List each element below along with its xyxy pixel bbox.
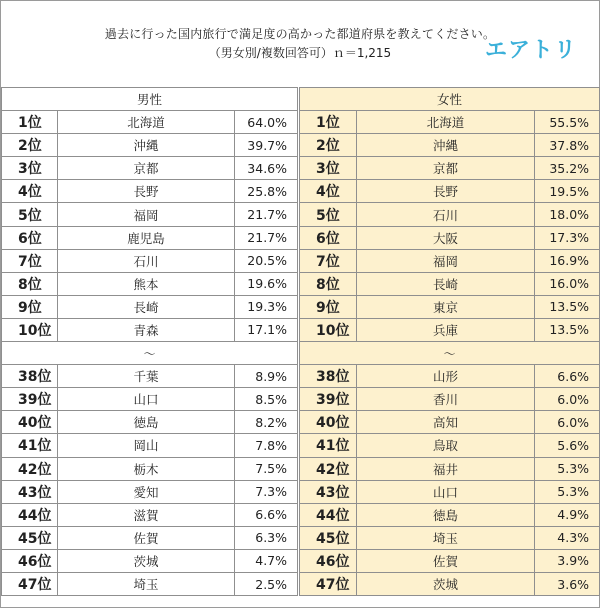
- male-rank: 7位: [2, 249, 58, 272]
- female-percent: 16.9%: [535, 249, 600, 272]
- male-gap-mark: ～: [2, 342, 299, 365]
- male-percent: 4.7%: [235, 549, 299, 572]
- female-percent: 13.5%: [535, 318, 600, 341]
- male-rank: 5位: [2, 203, 58, 226]
- female-rank: 7位: [299, 249, 357, 272]
- male-prefecture: 滋賀: [58, 503, 235, 526]
- male-percent: 6.3%: [235, 526, 299, 549]
- gap-row: [2, 342, 600, 365]
- male-prefecture: 愛知: [58, 480, 235, 503]
- male-rank: 43位: [2, 480, 58, 503]
- female-prefecture: 茨城: [357, 572, 535, 595]
- female-rank: 6位: [299, 226, 357, 249]
- female-percent: 55.5%: [535, 111, 600, 134]
- male-prefecture: 青森: [58, 318, 235, 341]
- male-percent: 20.5%: [235, 249, 299, 272]
- male-rank: 46位: [2, 549, 58, 572]
- male-percent: 2.5%: [235, 572, 299, 595]
- female-percent: 5.3%: [535, 480, 600, 503]
- female-percent: 18.0%: [535, 203, 600, 226]
- male-prefecture: 岡山: [58, 434, 235, 457]
- female-rank: 10位: [299, 318, 357, 341]
- female-prefecture: 福岡: [357, 249, 535, 272]
- female-prefecture: 長崎: [357, 272, 535, 295]
- male-percent: 34.6%: [235, 157, 299, 180]
- female-prefecture: 徳島: [357, 503, 535, 526]
- female-rank: 40位: [299, 411, 357, 434]
- male-rank: 44位: [2, 503, 58, 526]
- female-rank: 2位: [299, 134, 357, 157]
- male-prefecture: 埼玉: [58, 572, 235, 595]
- female-rank: 42位: [299, 457, 357, 480]
- female-gap-mark: ～: [299, 342, 600, 365]
- female-rank: 45位: [299, 526, 357, 549]
- male-prefecture: 栃木: [58, 457, 235, 480]
- female-rank: 3位: [299, 157, 357, 180]
- male-rank: 47位: [2, 572, 58, 595]
- male-prefecture: 長崎: [58, 295, 235, 318]
- ranking-row: [2, 180, 600, 203]
- female-rank: 43位: [299, 480, 357, 503]
- female-prefecture: 埼玉: [357, 526, 535, 549]
- ranking-row: [2, 134, 600, 157]
- ranking-row: [2, 157, 600, 180]
- female-rank: 41位: [299, 434, 357, 457]
- female-rank: 47位: [299, 572, 357, 595]
- male-percent: 64.0%: [235, 111, 299, 134]
- male-percent: 8.5%: [235, 388, 299, 411]
- female-rank: 4位: [299, 180, 357, 203]
- female-percent: 16.0%: [535, 272, 600, 295]
- ranking-row: [2, 365, 600, 388]
- male-prefecture: 佐賀: [58, 526, 235, 549]
- ranking-row: [2, 526, 600, 549]
- table-header-row: [2, 88, 600, 111]
- male-percent: 8.2%: [235, 411, 299, 434]
- male-rank: 2位: [2, 134, 58, 157]
- female-prefecture: 佐賀: [357, 549, 535, 572]
- female-percent: 5.6%: [535, 434, 600, 457]
- male-prefecture: 茨城: [58, 549, 235, 572]
- male-prefecture: 長野: [58, 180, 235, 203]
- ranking-row: [2, 111, 600, 134]
- female-percent: 6.0%: [535, 411, 600, 434]
- female-rank: 44位: [299, 503, 357, 526]
- ranking-row: [2, 272, 600, 295]
- male-rank: 42位: [2, 457, 58, 480]
- female-percent: 4.9%: [535, 503, 600, 526]
- female-percent: 5.3%: [535, 457, 600, 480]
- ranking-row: [2, 457, 600, 480]
- survey-note: （男女別/複数回答可）ｎ＝1,215: [208, 46, 392, 60]
- female-percent: 17.3%: [535, 226, 600, 249]
- ranking-row: [2, 203, 600, 226]
- ranking-row: [2, 549, 600, 572]
- male-rank: 38位: [2, 365, 58, 388]
- male-prefecture: 徳島: [58, 411, 235, 434]
- male-percent: 21.7%: [235, 203, 299, 226]
- female-prefecture: 香川: [357, 388, 535, 411]
- female-prefecture: 鳥取: [357, 434, 535, 457]
- male-percent: 6.6%: [235, 503, 299, 526]
- ranking-row: [2, 318, 600, 341]
- male-rank: 39位: [2, 388, 58, 411]
- male-prefecture: 京都: [58, 157, 235, 180]
- female-prefecture: 石川: [357, 203, 535, 226]
- male-prefecture: 福岡: [58, 203, 235, 226]
- female-rank: 39位: [299, 388, 357, 411]
- female-rank: 8位: [299, 272, 357, 295]
- male-rank: 1位: [2, 111, 58, 134]
- ranking-row: [2, 249, 600, 272]
- male-prefecture: 山口: [58, 388, 235, 411]
- female-prefecture: 高知: [357, 411, 535, 434]
- ranking-row: [2, 295, 600, 318]
- ranking-row: [2, 434, 600, 457]
- ranking-row: [2, 226, 600, 249]
- female-percent: 35.2%: [535, 157, 600, 180]
- female-percent: 37.8%: [535, 134, 600, 157]
- male-prefecture: 石川: [58, 249, 235, 272]
- male-percent: 8.9%: [235, 365, 299, 388]
- ranking-row: [2, 388, 600, 411]
- female-percent: 19.5%: [535, 180, 600, 203]
- male-percent: 21.7%: [235, 226, 299, 249]
- female-percent: 4.3%: [535, 526, 600, 549]
- male-rank: 45位: [2, 526, 58, 549]
- female-prefecture: 京都: [357, 157, 535, 180]
- male-prefecture: 熊本: [58, 272, 235, 295]
- female-prefecture: 長野: [357, 180, 535, 203]
- male-rank: 9位: [2, 295, 58, 318]
- female-percent: 6.6%: [535, 365, 600, 388]
- male-prefecture: 沖縄: [58, 134, 235, 157]
- male-percent: 17.1%: [235, 318, 299, 341]
- male-percent: 7.8%: [235, 434, 299, 457]
- female-percent: 13.5%: [535, 295, 600, 318]
- male-rank: 8位: [2, 272, 58, 295]
- female-prefecture: 兵庫: [357, 318, 535, 341]
- female-rank: 5位: [299, 203, 357, 226]
- female-header: 女性: [299, 88, 600, 111]
- male-percent: 25.8%: [235, 180, 299, 203]
- female-prefecture: 東京: [357, 295, 535, 318]
- male-rank: 6位: [2, 226, 58, 249]
- male-rank: 40位: [2, 411, 58, 434]
- header: [1, 1, 599, 87]
- ranking-row: [2, 480, 600, 503]
- ranking-row: [2, 572, 600, 595]
- female-rank: 9位: [299, 295, 357, 318]
- male-prefecture: 鹿児島: [58, 226, 235, 249]
- female-percent: 3.6%: [535, 572, 600, 595]
- female-prefecture: 山形: [357, 365, 535, 388]
- male-header: 男性: [2, 88, 299, 111]
- female-rank: 1位: [299, 111, 357, 134]
- female-percent: 3.9%: [535, 549, 600, 572]
- male-rank: 3位: [2, 157, 58, 180]
- female-prefecture: 大阪: [357, 226, 535, 249]
- male-rank: 10位: [2, 318, 58, 341]
- male-rank: 41位: [2, 434, 58, 457]
- survey-question: 過去に行った国内旅行で満足度の高かった都道府県を教えてください。: [104, 27, 496, 41]
- male-rank: 4位: [2, 180, 58, 203]
- male-percent: 7.3%: [235, 480, 299, 503]
- female-prefecture: 山口: [357, 480, 535, 503]
- ranking-table: [1, 87, 600, 596]
- male-percent: 19.3%: [235, 295, 299, 318]
- female-prefecture: 沖縄: [357, 134, 535, 157]
- ranking-row: [2, 503, 600, 526]
- male-percent: 19.6%: [235, 272, 299, 295]
- male-percent: 7.5%: [235, 457, 299, 480]
- female-prefecture: 福井: [357, 457, 535, 480]
- brand-logo: エアトリ: [484, 38, 577, 63]
- ranking-row: [2, 411, 600, 434]
- female-prefecture: 北海道: [357, 111, 535, 134]
- female-rank: 38位: [299, 365, 357, 388]
- male-percent: 39.7%: [235, 134, 299, 157]
- female-rank: 46位: [299, 549, 357, 572]
- male-prefecture: 北海道: [58, 111, 235, 134]
- female-percent: 6.0%: [535, 388, 600, 411]
- male-prefecture: 千葉: [58, 365, 235, 388]
